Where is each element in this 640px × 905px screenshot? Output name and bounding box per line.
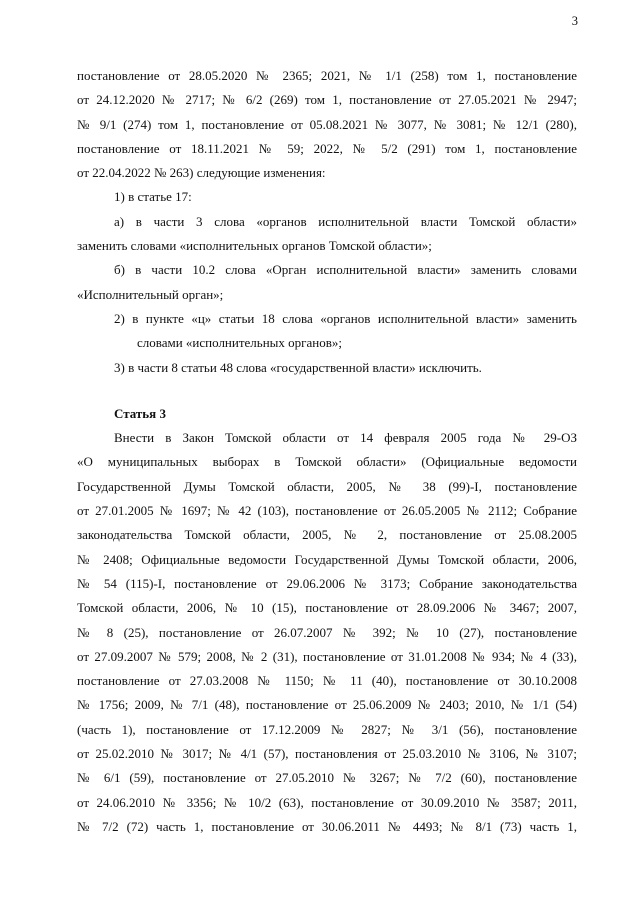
text-line: постановление от 28.05.2020 № 2365; 2021, № 1/1 (258) том 1, постановление — [77, 68, 577, 83]
paragraph-article-3 — [77, 426, 577, 839]
text-line: № 6/1 (59), постановление от 27.05.2010 № 3267; № 7/2 (60), постановление — [77, 770, 577, 786]
list-item-1: 1) в статье 17: — [114, 189, 192, 205]
text-line: Государственной Думы Томской области, 2005, № 38 (99)-I, постановление — [77, 478, 577, 494]
text-line: 2) в пункте «ц» статьи 18 слова «органов исполнительной власти» заменить — [114, 310, 577, 326]
text-line: № 9/1 (274) том 1, постановление от 05.08.2021 № 3077, № 3081; № 12/1 (280), — [77, 116, 577, 132]
list-item-1b — [77, 258, 577, 307]
text-line: заменить словами «исполнительных органов Томской области»; — [77, 238, 432, 254]
text-line: «Исполнительный орган»; — [77, 286, 224, 302]
text-line: от 25.02.2010 № 3017; № 4/1 (57), постановления от 25.03.2010 № 3106, № 3107; — [77, 746, 577, 762]
page-number: 3 — [571, 14, 578, 28]
document-page — [77, 64, 577, 839]
text-line: от 27.01.2005 № 1697; № 42 (103), постановление от 26.05.2005 № 2112; Собрание — [77, 503, 577, 519]
text-line: (часть 1), постановление от 17.12.2009 № 2827; № 3/1 (56), постановление — [77, 721, 577, 737]
text-line: «О муниципальных выборах в Томской области» (Официальные ведомости — [77, 454, 577, 470]
text-line: постановление от 18.11.2021 № 59; 2022, № 5/2 (291) том 1, постановление — [77, 140, 577, 156]
paragraph-amendments-intro — [77, 64, 577, 185]
text-line: законодательства Томской области, 2005, № 2, постановление от 25.08.2005 — [77, 527, 577, 543]
text-line: № 1756; 2009, № 7/1 (48), постановление от 25.06.2009 № 2403; 2010, № 1/1 (54) — [77, 697, 577, 713]
text-line: Внести в Закон Томской области от 14 февраля 2005 года № 29-ОЗ — [114, 430, 577, 446]
list-item-3: 3) в части 8 статьи 48 слова «государственной власти» исключить. — [114, 359, 482, 375]
text-line: № 8 (25), постановление от 26.07.2007 № 392; № 10 (27), постановление — [77, 624, 577, 640]
text-line: постановление от 27.03.2008 № 1150; № 11 (40), постановление от 30.10.2008 — [77, 673, 577, 689]
text-line: б) в части 10.2 слова «Орган исполнительной власти» заменить словами — [114, 262, 577, 278]
text-line: от 22.04.2022 № 263) следующие изменения: — [77, 165, 326, 181]
text-line: № 54 (115)-I, постановление от 29.06.2006 № 3173; Собрание законодательства — [77, 575, 577, 591]
article-heading: Статья 3 — [114, 405, 166, 421]
list-item-1a — [77, 210, 577, 259]
text-line: № 7/2 (72) часть 1, постановление от 30.06.2011 № 4493; № 8/1 (73) часть 1, — [77, 818, 577, 834]
list-item-2 — [77, 307, 577, 356]
text-line: словами «исполнительных органов»; — [137, 335, 342, 351]
text-line: Томской области, 2006, № 10 (15), постановление от 28.09.2006 № 3467; 2007, — [77, 600, 577, 616]
text-line: № 2408; Официальные ведомости Государственной Думы Томской области, 2006, — [77, 551, 577, 567]
text-line: от 24.06.2010 № 3356; № 10/2 (63), постановление от 30.09.2010 № 3587; 2011, — [77, 794, 577, 810]
text-line: от 24.12.2020 № 2717; № 6/2 (269) том 1, постановление от 27.05.2021 № 2947; — [77, 92, 577, 108]
text-line: от 27.09.2007 № 579; 2008, № 2 (31), постановление от 31.01.2008 № 934; № 4 (33), — [77, 648, 577, 664]
text-line: а) в части 3 слова «органов исполнительной власти Томской области» — [114, 213, 577, 229]
